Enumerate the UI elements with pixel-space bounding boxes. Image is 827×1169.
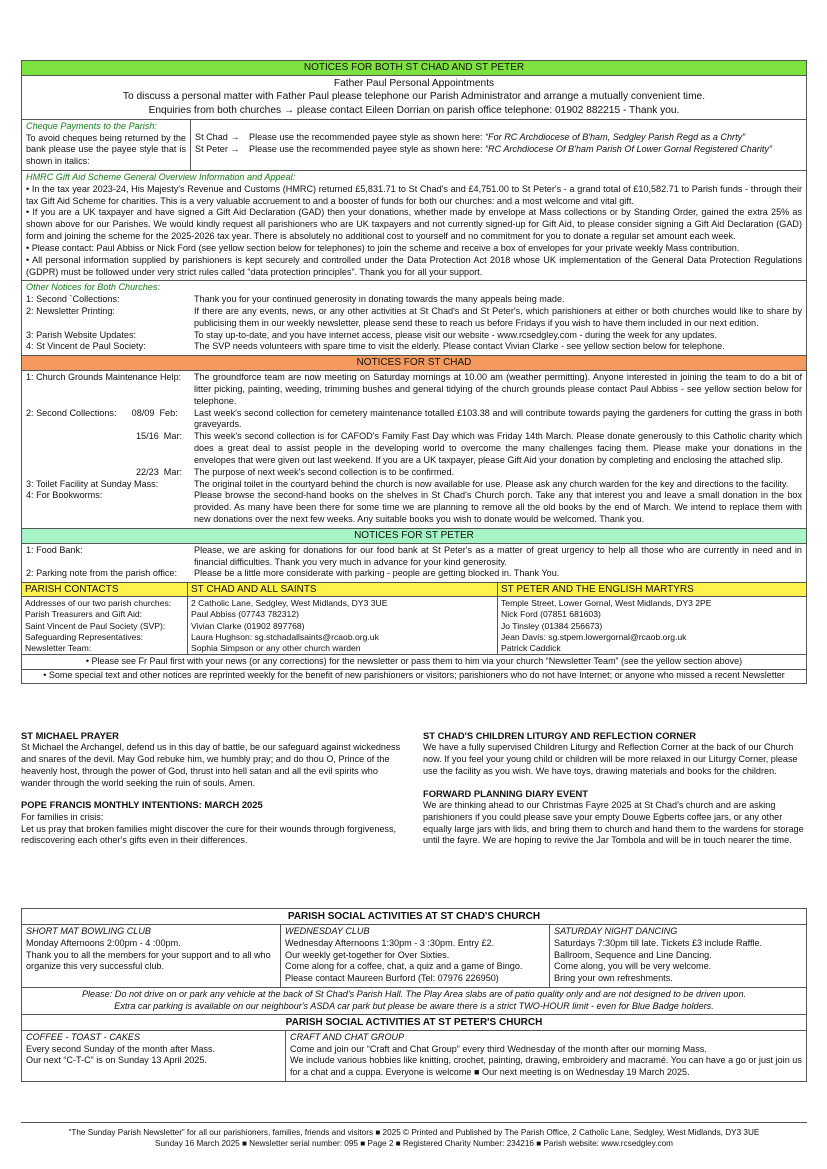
diary-event-title: FORWARD PLANNING DIARY EVENT [423, 787, 588, 799]
newsletter-note: • Some special text and other notices are reprinted weekly for the benefit of new parishioners or visitors; parishioners who do not have Internet; or anyone who missed a recent Newsletter [43, 669, 785, 680]
notice-row [26, 490, 802, 525]
contact-value: 2 Catholic Lane, Sedgley, West Midlands, DY3 3UE [191, 598, 388, 609]
activity-title: SATURDAY NIGHT DANCING [554, 926, 678, 936]
contact-value: Sophia Simpson or any other church warden [191, 642, 361, 653]
activity-title: SHORT MAT BOWLING CLUB [26, 926, 151, 936]
cheque-row-chad [195, 132, 802, 144]
notice-text: Last week's second collection for cemetery maintenance totalled £103.38 and will contribute towards paying the gardeners for cutting the grass in both graveyards. [194, 407, 802, 430]
notice-text: To stay up-to-date, and you have internet access, please visit our website - www.rcsedgley.com - during the week for any updates. [194, 329, 717, 340]
cheque-payee: “RC Archdiocese Of B'ham Parish Of Lower Gornal Registered Charity” [485, 143, 772, 154]
activity-line: Our next “C-T-C” is on Sunday 13 April 2025. [26, 1055, 207, 1066]
notice-row [26, 341, 802, 353]
notice-label: 2: Second Collections: 08/09 Feb: [26, 407, 178, 418]
notice-text: The purpose of next week's second collection is to be confirmed. [194, 466, 455, 477]
notice-row [26, 568, 802, 580]
st-chad-notices [22, 371, 806, 529]
page-footer [21, 1122, 807, 1149]
cheque-row-peter [195, 144, 802, 156]
notice-text: The original toilet in the courtyard behind the church is now available for use. Please ask any church warden for the key and directions to the facility. [194, 478, 789, 489]
hmrc-paragraph: • Please contact: Paul Abbiss or Nick Ford (see yellow section below for telephones) to join the scheme and receive a box of envelopes for your private weekly Mass contribution. [26, 242, 740, 253]
st-peter-social-columns [22, 1031, 806, 1081]
children-liturgy-title: ST CHAD'S CHILDREN LITURGY AND REFLECTION CORNER [423, 730, 697, 741]
hmrc-paragraph: • In the tax year 2023-24, His Majesty's Revenue and Customs (HMRC) returned £5,831.71 to St Chad's and £4,751.00 to St Peter's - a grand total of £10,582.71 to Parish funds - through their tax Gift Aid Scheme for charities. This is a very valuable accruement to and a booster of funds for both our churches: and a most welcome and vital gift. [26, 183, 802, 206]
notice-text: If there are any events, news, or any other activities at St Chad's and St Peter's, which parishioners at either or both churches would like to share by publicising them in our weekly newsletter, please send these to reach us before Fridays if you wish to have them included in our next edition. [194, 305, 802, 328]
activity-line: Please contact Maureen Burford (Tel: 07976 226950) [285, 973, 499, 984]
contact-label: Saint Vincent de Paul Society (SVP): [25, 620, 166, 631]
notice-label: 22/23 Mar: [136, 466, 182, 477]
contact-value: Nick Ford (07851 681603) [501, 609, 601, 620]
activity-title: CRAFT AND CHAT GROUP [290, 1031, 405, 1042]
contact-value: Temple Street, Lower Gornal, West Midlands, DY3 2PE [501, 598, 712, 609]
notice-text: This week's second collection is for CAFOD's Family Fast Day which was Friday 14th March. Please donate generously to this Catholic charity which does a great deal to assist people in the developing world to overcome the many challenges facing them. Please make your donations in the envelopes that were given out last weekend. If you are a UK taxpayer, please Gift Aid your donation by completing and enclosing the attached slip. [194, 431, 802, 465]
activity-title: COFFEE - TOAST - CAKES [26, 1031, 141, 1042]
notice-text: The groundforce team are now meeting on Saturday mornings at 10.00 am (weather permitting). Anyone interested in joining the team to do a bit of litter picking, painting, weeding, trimming bushes and general tidying of the church grounds please contact Paul Abbiss - see yellow section below for telephone. [194, 372, 802, 406]
hmrc-section [22, 171, 806, 281]
footer-info-line: Sunday 16 March 2025 ■ Newsletter serial number: 095 ■ Page 2 ■ Registered Charity Number: 234216 ■ Parish website: www.rcsedgley.com [155, 1139, 673, 1149]
contact-value: Jo Tinsley (01384 256673) [501, 620, 603, 631]
pope-intentions-text: Let us pray that broken families might discover the cure for their wounds through forgiveness, rediscovering each other's gifts even in their differences. [21, 823, 397, 846]
contact-value: Paul Abbiss (07743 782312) [191, 609, 299, 620]
notice-row [26, 330, 802, 342]
notice-row [26, 467, 802, 479]
cheque-instruction: Please use the recommended payee style as shown here: [249, 131, 483, 142]
cheque-section [22, 120, 806, 171]
other-notices-title: Other Notices for Both Churches: [26, 282, 160, 293]
st-peter-social-title: PARISH SOCIAL ACTIVITIES AT ST PETER'S CHURCH [22, 1015, 806, 1031]
contact-value: Jean Davis: sg.stpem.lowergornal@rcaob.org.uk [501, 631, 687, 642]
both-churches-band: NOTICES FOR BOTH ST CHAD AND ST PETER [22, 61, 806, 76]
parking-warning-line: Extra car parking is available on our neighbour's ASDA car park but please be aware there is a strict TWO-HOUR limit - even for Blue Badge holders. [114, 1000, 714, 1011]
cheque-title: Cheque Payments to the Parish: [26, 120, 157, 131]
footer-publisher-line: “The Sunday Parish Newsletter” for all our parishioners, families, friends and visitors ■ 2025 © Printed and Published by The Parish Office, 2 Catholic Lane, Sedgley, West Midlands, DY3 3UE [68, 1128, 760, 1137]
notice-label: 3: Toilet Facility at Sunday Mass: [26, 478, 159, 489]
st-chad-contacts-heading: ST CHAD AND ALL SAINTS [188, 583, 497, 597]
notice-text: Please be a little more considerate with parking - people are getting blocked in. Thank You. [194, 568, 560, 579]
notice-text: Thank you for your continued generosity in donating towards the many appeals being made. [194, 294, 565, 305]
activity-line: Monday Afternoons 2:00pm - 4 :00pm. [26, 937, 181, 948]
cheque-payee: “For RC Archdiocese of B'ham, Sedgley Parish Regd as a Chrty” [485, 131, 746, 142]
activity-line: Bring your own refreshments. [554, 973, 673, 984]
activity-line: Ballroom, Sequence and Line Dancing. [554, 949, 712, 960]
activity-title: WEDNESDAY CLUB [285, 926, 370, 936]
notices-sheet [21, 60, 807, 684]
hmrc-paragraph: • If you are a UK taxpayer and have signed a Gift Aid Declaration (GAD) then your donations, whether made by envelope at Mass collections or by Standing Order, gained the extra 25% as shown above for our Parishes. We would kindly request all parishioners who are UK taxpayers and not currently signed-up for Gift Aid, to please consider signing a Gift Aid Declaration (GAD) form and joining the scheme for the 2025-2026 tax year. There is absolutely no additional cost to yourself and no commitment for you to donate a regular set amount each week. [26, 207, 802, 242]
st-chad-band: NOTICES FOR ST CHAD [22, 356, 806, 371]
parking-warning [22, 988, 806, 1015]
notice-text: The SVP needs volunteers with spare time to visit the elderly. Please contact Vivian Clarke - see yellow section below for telephone. [194, 341, 725, 352]
notice-label: 1: Food Bank: [26, 544, 83, 555]
st-chad-social-title: PARISH SOCIAL ACTIVITIES AT ST CHAD'S CHURCH [22, 909, 806, 925]
parish-contacts [22, 583, 806, 655]
contact-value: Vivian Clarke (01902 897768) [191, 620, 305, 631]
notice-label: 4: For Bookworms: [26, 490, 103, 501]
father-paul-section [22, 76, 806, 120]
contact-value: Laura Hughson: sg.stchadallsaints@rcaob.org.uk [191, 631, 379, 642]
hmrc-title: HMRC Gift Aid Scheme General Overview Information and Appeal: [26, 172, 296, 182]
activity-line: Come along for a coffee, chat, a quiz and a game of Bingo. [285, 961, 523, 972]
hmrc-paragraph: • All personal information supplied by parishioners is kept securely and controlled under the Data Protection Act 2018 whose UK implementation of the General Data Protection Regulations (GDPR) must be followed under very strict rules called “data protection principles”. Thank you for all your support. [26, 254, 802, 277]
contacts-heading: PARISH CONTACTS [22, 583, 187, 597]
activity-line: Our weekly get-together for Over Sixties. [285, 949, 450, 960]
newsletter-note: • Please see Fr Paul first with your news (or any corrections) for the newsletter or pass them to him via your church “Newsletter Team” (see the yellow section above) [22, 656, 806, 670]
activity-line: Every second Sunday of the month after Mass. [26, 1043, 216, 1054]
parking-warning-line: Please: Do not drive on or park any vehicle at the back of St Chad's Parish Hall. The Play Area slabs are of patio quality only and are not designed to be driven upon. [81, 989, 747, 1000]
pope-intentions-subtitle: For families in crisis: [21, 811, 104, 822]
notice-label: 2: Parking note from the parish office: [26, 568, 177, 579]
notice-row [26, 545, 802, 569]
activity-line: Come along, you will be very welcome. [554, 961, 712, 972]
cheque-church: St Chad → [195, 131, 240, 142]
other-notices-section [22, 281, 806, 356]
notice-row [26, 479, 802, 491]
notice-label: 3: Parish Website Updates: [26, 329, 137, 340]
activity-line: Thank you to all the members for your support and to all who organize this very successful club. [26, 949, 271, 972]
notice-label: 15/16 Mar: [136, 431, 182, 442]
cheque-church: St Peter → [195, 143, 240, 154]
st-peter-band: NOTICES FOR ST PETER [22, 529, 806, 544]
enquiries-line: Enquiries from both churches → please contact Eileen Dorrian on parish office telephone: 01902 882215 - Thank you. [148, 104, 680, 116]
diary-event-text: We are thinking ahead to our Christmas Fayre 2025 at St Chad's church and are asking parishioners if you could please save your empty Douwe Egberts coffee jars, or any other equally large jars with lids, and bring them to church and hand them to the wardens for storage until the fayre. We are hoping to revive the Jar Tombola and will be in touch nearer the time. [423, 799, 804, 846]
st-peter-notices [22, 544, 806, 583]
activity-line: Saturdays 7:30pm till late. Tickets £3 include Raffle. [554, 937, 763, 948]
cheque-instruction: Please use the recommended payee style as shown here: [249, 143, 483, 154]
social-activities [21, 908, 807, 1082]
notice-row [26, 431, 802, 466]
newsletter-notes [22, 655, 806, 683]
notice-label: 4: St Vincent de Paul Society: [26, 341, 146, 352]
activity-line: We include various hobbies like knitting, crochet, painting, drawing, embroidery and macramé. You can have a go or just join us for a chat and a cuppa. Everyone is welcome ■ Our next meeting is on Wednesday 19 March 2025. [290, 1055, 802, 1078]
contact-label: Safeguarding Representatives: [25, 631, 144, 642]
pope-intentions-title: POPE FRANCIS MONTHLY INTENTIONS: MARCH 2025 [21, 799, 263, 811]
notice-row [26, 294, 802, 306]
contact-value: Patrick Caddick [501, 642, 561, 653]
notice-row [26, 372, 802, 407]
st-peter-contacts-heading: ST PETER AND THE ENGLISH MARTYRS [498, 583, 806, 597]
contact-label: Parish Treasurers and Gift Aid: [25, 609, 143, 620]
st-michael-prayer-text: St Michael the Archangel, defend us in this day of battle, be our safeguard against wickedness and snares of the devil. May God rebuke him, we humbly pray; and do thou O, Prince of the heavenly host, through the power of God, thrust into hell satan and all the evil spirits who wander through the world seeking the ruin of souls. Amen. [21, 742, 401, 788]
notice-row [26, 306, 802, 330]
contact-label: Newsletter Team: [25, 642, 92, 653]
cheque-text: To avoid cheques being returned by the bank please use the payee style that is shown in italics: [26, 132, 186, 167]
st-chad-social-columns [22, 925, 806, 988]
notice-label: 1: Second `Collections: [26, 294, 120, 305]
father-paul-line: To discuss a personal matter with Father Paul please telephone our Parish Administrator and arrange a mutually convenient time. [122, 91, 706, 103]
activity-line: Come and join our “Craft and Chat Group” every third Wednesday of the month after our morning Mass. [290, 1043, 707, 1054]
notice-text: Please, we are asking for donations for our food bank at St Peter's as a matter of great urgency to help all those who are currently in need and in financial difficulties. Thank you very much in advance for your kind generosity. [194, 544, 802, 567]
notice-row [26, 408, 802, 432]
st-michael-prayer-title: ST MICHAEL PRAYER [21, 730, 119, 741]
notice-label: 1: Church Grounds Maintenance Help: [26, 372, 182, 383]
activity-line: Wednesday Afternoons 1:30pm - 3 :30pm. Entry £2. [285, 937, 495, 948]
father-paul-title: Father Paul Personal Appointments [333, 78, 495, 89]
children-liturgy-text: We have a fully supervised Children Liturgy and Reflection Corner at the back of our Church now. If you feel your young child or children will be more relaxed in our Liturgy Corner, please use the facility as you wish. We have toys, drawing materials and books for the children. [423, 742, 798, 776]
notice-text: Please browse the second-hand books on the shelves in St Chad's Church porch. Take any that interest you and leave a small donation in the box provided. As many have been there for some time we are planning to remove all the old books by the end of March. We intend to replace them with new donations over the next few weeks. Any suitable books you wish to donate would be welcomed. Thank you. [194, 490, 802, 524]
contact-label: Addresses of our two parish churches: [25, 598, 172, 609]
prayer-and-events [21, 730, 807, 857]
notice-label: 2: Newsletter Printing: [26, 305, 115, 316]
